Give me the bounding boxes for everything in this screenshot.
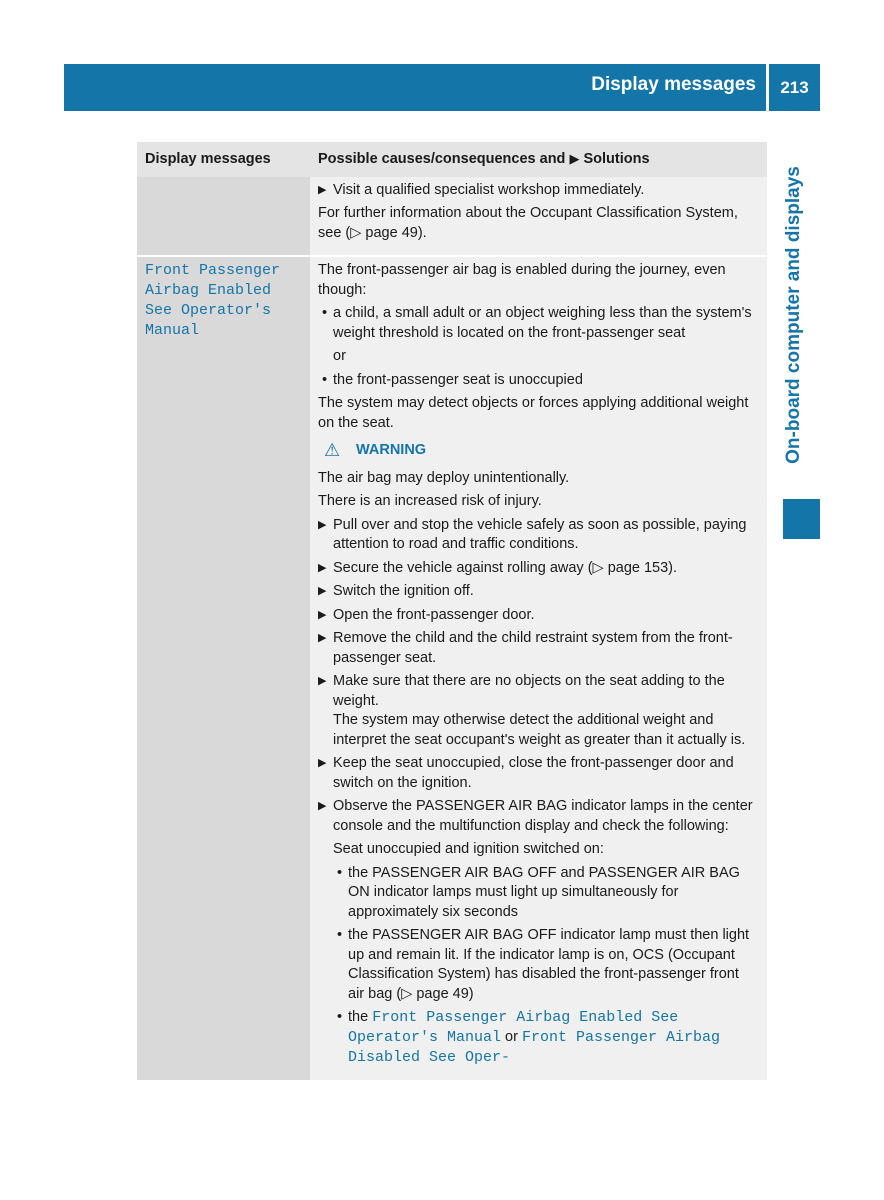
or-text: or: [333, 348, 346, 364]
detect-paragraph: The system may detect objects or forces applying additional weight on the seat.: [318, 395, 749, 431]
warning-heading: ⚠ WARNING: [324, 440, 427, 460]
table-row: [137, 177, 767, 256]
warning-text: There is an increased risk of injury.: [318, 493, 542, 509]
side-tab-label: On-board computer and displays: [783, 166, 804, 464]
solution-step: ▶ Make sure that there are no objects on the seat adding to the weight. The system may otherwise detect the additional weight and interpret the seat occupant's weight as greater than it actually is.: [318, 673, 746, 748]
solution-arrow-icon: ▶: [569, 151, 580, 166]
message-cell-empty: [137, 177, 310, 256]
display-message-inline: Front Passenger Airbag Disabled See Oper-: [348, 1029, 721, 1066]
info-paragraph: For further information about the Occupant Classification System, see (▷ page 49).: [318, 205, 738, 241]
header-bar: [64, 64, 766, 111]
step-arrow-icon: ▶: [318, 632, 327, 644]
solution-step: ▶ Keep the seat unoccupied, close the front-passenger door and switch on the ignition.: [318, 755, 734, 791]
step-arrow-icon: ▶: [318, 675, 327, 687]
solution-cell: [310, 177, 767, 256]
list-item: • the front-passenger seat is unoccupied: [322, 371, 583, 388]
step-arrow-icon: ▶: [318, 518, 327, 531]
warning-text: The air bag may deploy unintentionally.: [318, 469, 570, 486]
column-header-messages: Display messages: [137, 142, 310, 177]
list-item: • a child, a small adult or an object weighing less than the system's weight threshold is located on the front-passenger seat: [322, 305, 752, 341]
step-arrow-icon: ▶: [318, 585, 327, 597]
solution-step: ▶ Secure the vehicle against rolling away (▷ page 153).: [318, 559, 759, 579]
display-messages-table: [137, 142, 767, 1080]
solution-step: ▶ Observe the PASSENGER AIR BAG indicator lamps in the center console and the multifunction display and check the following:: [318, 798, 753, 834]
solution-step: ▶ Remove the child and the child restraint system from the front-passenger seat.: [318, 630, 733, 666]
page-number-box: [769, 64, 820, 111]
side-tab-marker: [783, 499, 820, 539]
page-title: Display messages: [591, 74, 756, 95]
step-arrow-icon: ▶: [318, 183, 327, 196]
solution-step: ▶ Pull over and stop the vehicle safely as soon as possible, paying attention to road and traffic conditions.: [318, 516, 747, 552]
list-item: • the PASSENGER AIR BAG OFF indicator lamp must then light up and remain lit. If the indicator lamp is on, OCS (Occupant Classification System) has disabled the front-passenger front air bag (▷ page 49): [337, 927, 750, 1002]
step-arrow-icon: ▶: [318, 608, 327, 621]
step-note: The system may otherwise detect the additional weight and interpret the seat occupant's weight as greater than it actually is.: [333, 712, 746, 748]
intro-paragraph: The front-passenger air bag is enabled during the journey, even though:: [318, 262, 726, 298]
message-cell: [137, 255, 310, 1080]
list-item: • the Front Passenger Airbag Enabled See Operator's Manual or Front Passenger Airbag Disabled See Oper-: [337, 1009, 721, 1066]
column-header-solutions-pre: Possible causes/consequences and: [318, 151, 570, 167]
list-item: • the PASSENGER AIR BAG OFF and PASSENGER AIR BAG ON indicator lamps must light up simultaneously for approximately six seconds: [337, 864, 740, 920]
solution-step: ▶ Visit a qualified specialist workshop immediately.: [318, 181, 759, 201]
side-tab: [776, 140, 812, 490]
step-arrow-icon: ▶: [318, 561, 327, 574]
page-number: 213: [780, 78, 809, 97]
table-row: [137, 255, 767, 1080]
seat-unoccupied-text: Seat unoccupied and ignition switched on:: [333, 841, 604, 857]
column-header-solutions: [310, 142, 767, 177]
step-arrow-icon: ▶: [318, 757, 327, 769]
solution-step: ▶ Open the front-passenger door.: [318, 606, 759, 626]
solution-cell: [310, 255, 767, 1080]
step-arrow-icon: ▶: [318, 800, 327, 812]
display-message-inline: Front Passenger Airbag Enabled See Operator's Manual: [348, 1009, 679, 1046]
display-message-text: Front Passenger Airbag Enabled See Operator's Manual: [145, 262, 281, 339]
column-header-solutions-post: Solutions: [579, 151, 650, 167]
solution-step: ▶ Switch the ignition off.: [318, 582, 759, 602]
warning-triangle-icon: ⚠: [324, 440, 341, 460]
